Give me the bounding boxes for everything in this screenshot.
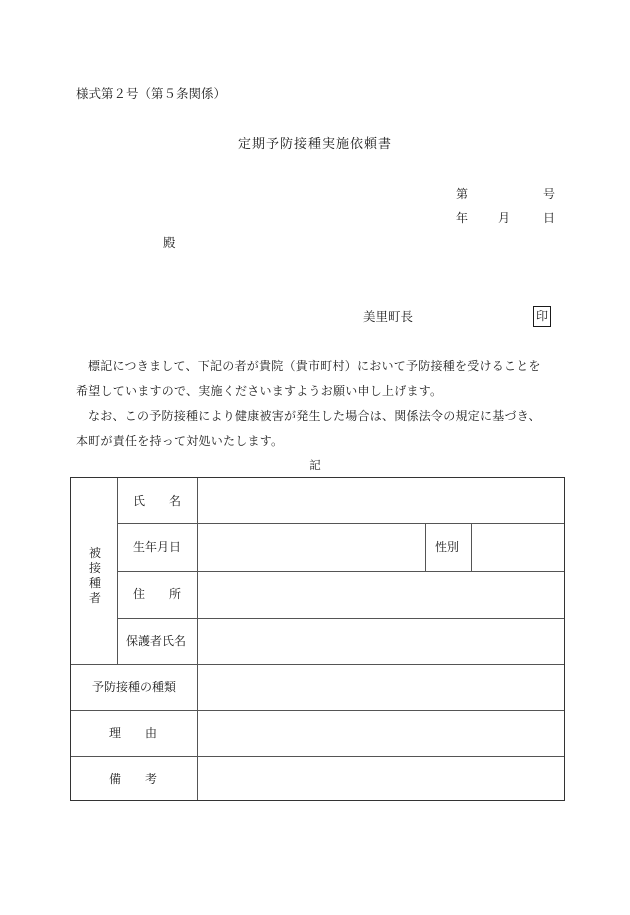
remarks-label: 備 考	[109, 772, 158, 786]
vaccine-type-label: 予防接種の種類	[92, 680, 177, 694]
body-paragraph-1-line-2: 希望していますので、実施くださいますようお願い申し上げます。	[76, 384, 443, 398]
body-paragraph-2-line-1: なお、この予防接種により健康被害が発生した場合は、関係法令の規定に基づき、	[88, 409, 541, 423]
body-paragraph-1-line-1: 標記につきまして、下記の者が貴院（貴市町村）において予防接種を受けることを	[88, 359, 541, 373]
seal-mark: 印	[533, 306, 551, 327]
reason-label: 理 由	[109, 726, 158, 740]
sender-name: 美里町長	[363, 309, 414, 324]
table-divider	[71, 756, 564, 757]
birthdate-label: 生年月日	[133, 540, 182, 554]
table-divider	[197, 478, 198, 800]
date-day-label: 日	[543, 211, 556, 225]
document-number-suffix: 号	[543, 187, 556, 201]
table-divider	[471, 523, 472, 571]
table-divider	[71, 664, 564, 665]
subject-group-label: 被接種者	[89, 546, 102, 605]
body-paragraph-2-line-2: 本町が責任を持って対処いたします。	[76, 434, 284, 448]
date-month-label: 月	[498, 211, 511, 225]
table-divider	[117, 618, 564, 619]
document-title: 定期予防接種実施依頼書	[237, 137, 392, 152]
table-divider	[71, 710, 564, 711]
table-divider	[117, 571, 564, 572]
date-year-label: 年	[456, 211, 469, 225]
table-divider	[117, 523, 564, 524]
table-divider	[425, 523, 426, 571]
form-number: 様式第２号（第５条関係）	[76, 86, 227, 101]
ki-heading: 記	[309, 458, 321, 472]
guardian-name-label: 保護者氏名	[126, 634, 187, 648]
name-label: 氏 名	[133, 494, 182, 508]
vaccination-form-table	[70, 477, 565, 801]
address-label: 住 所	[133, 587, 182, 601]
addressee-honorific: 殿	[163, 235, 176, 250]
sex-label: 性別	[435, 540, 460, 554]
document-number-label: 第	[456, 187, 469, 201]
